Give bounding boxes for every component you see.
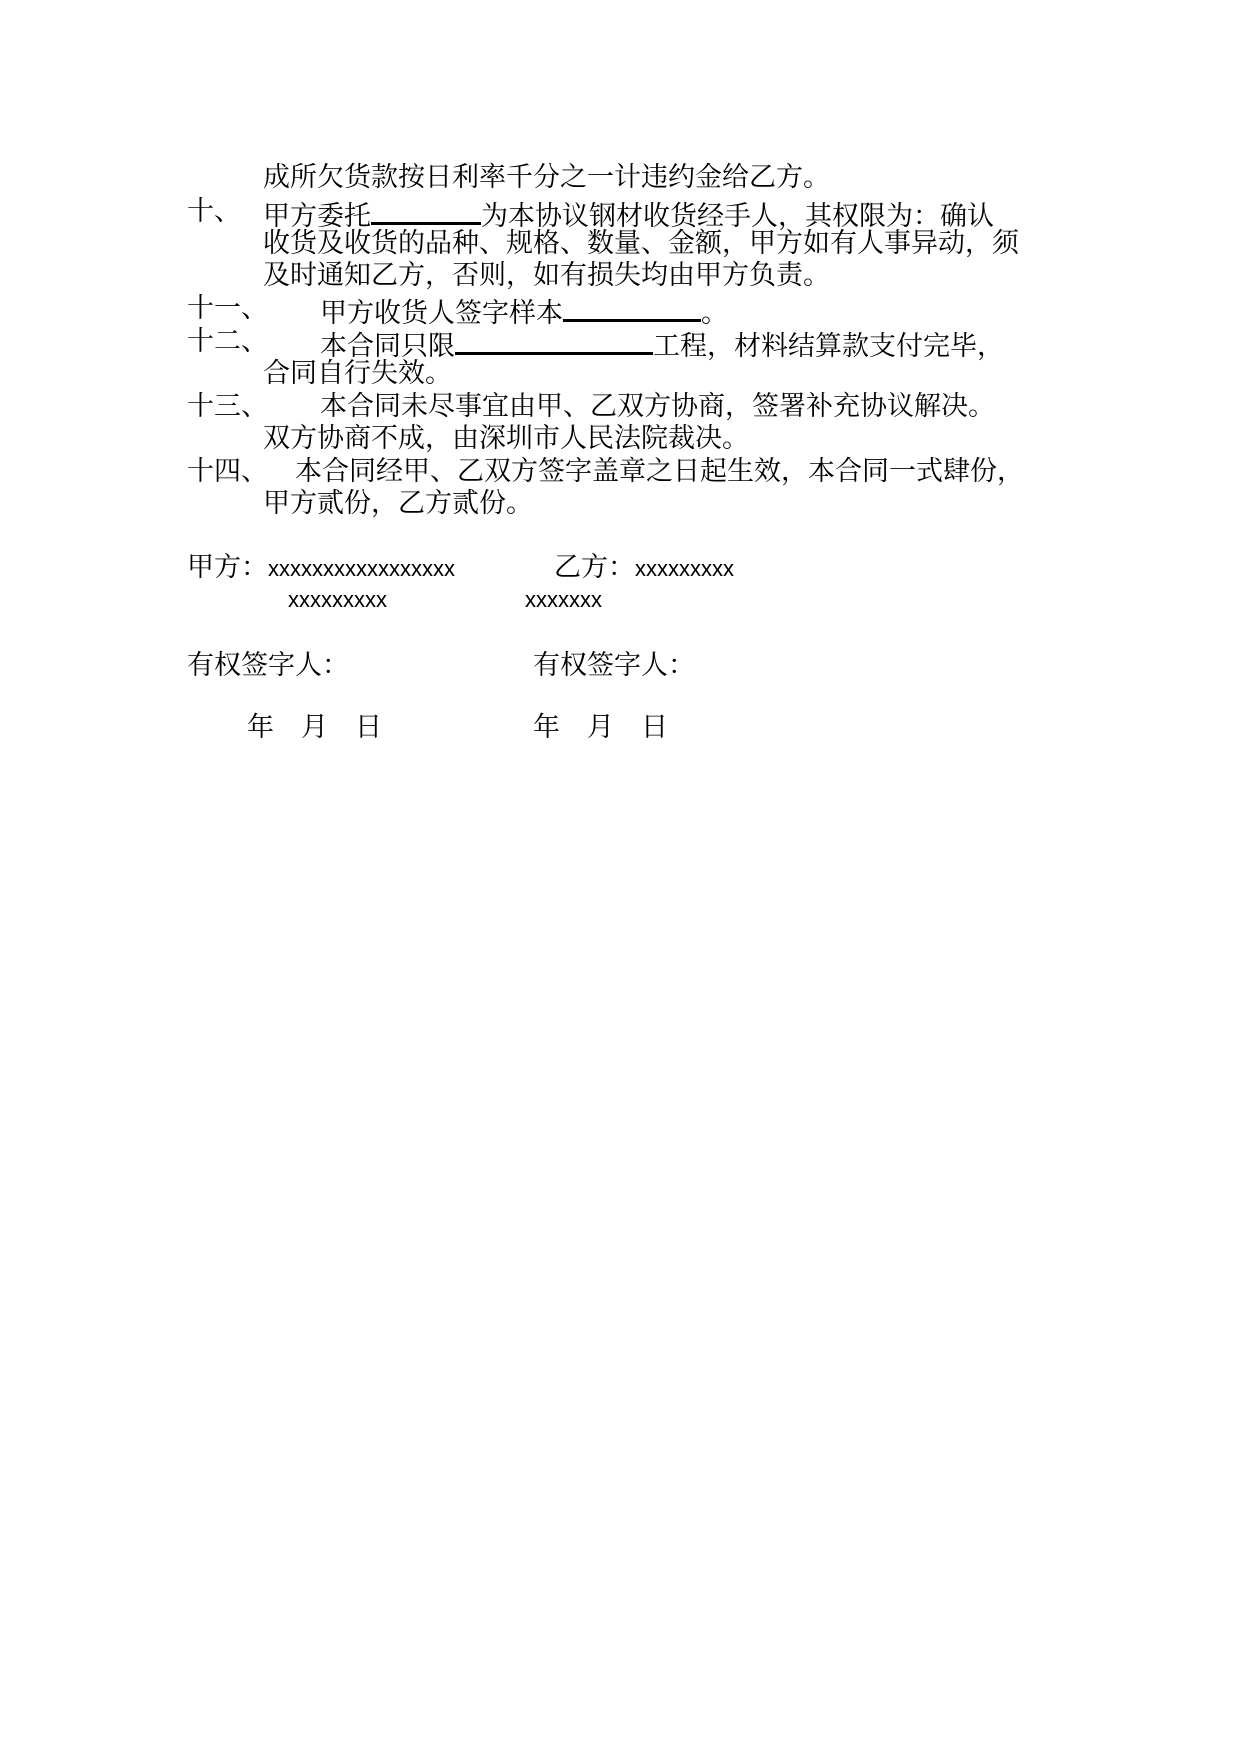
clause-12-line-2: 合同自行失效。 [263,358,452,389]
party-b-authorized-signer-label: 有权签字人： [533,650,695,681]
party-a-line-1 [187,552,455,585]
clause-13-line-2: 双方协商不成，由深圳市人民法院裁决。 [263,423,749,454]
clause-10-text-after: 为本协议钢材收货经手人，其权限为：确认 [481,201,994,232]
clause-10-handler-blank[interactable] [371,196,481,225]
clause-14-line-1: 本合同经甲、乙双方签字盖章之日起生效，本合同一式肆份， [295,456,1024,487]
clause-10-number: 十、 [187,196,241,227]
previous-clause-tail: 成所欠货款按日利率千分之一计违约金给乙方。 [263,162,830,193]
clause-11-text-after: 。 [701,298,728,329]
clause-12-number: 十二、 [187,326,268,357]
party-a-date: 年 月 日 [247,712,382,743]
clause-10-line-3: 及时通知乙方，否则，如有损失均由甲方负责。 [263,260,830,291]
party-b-line-1 [554,552,734,585]
clause-10-line-2: 收货及收货的品种、规格、数量、金额，甲方如有人事异动，须 [263,228,1019,259]
clause-11-number: 十一、 [187,293,268,324]
party-a-name-1: xxxxxxxxxxxxxxxxx [268,556,455,581]
clause-13-line-1: 本合同未尽事宜由甲、乙双方协商，签署补充协议解决。 [320,391,995,422]
clause-10-text-before: 甲方委托 [263,201,371,232]
clause-11-text-before: 甲方收货人签字样本 [320,298,563,329]
party-a-label: 甲方： [187,552,268,583]
party-b-name-2: xxxxxxx [525,587,602,612]
clause-14-number: 十四、 [187,456,268,487]
clause-13-number: 十三、 [187,391,268,422]
party-a-authorized-signer-label: 有权签字人： [187,650,349,681]
clause-12-text-after: 工程，材料结算款支付完毕， [653,331,1004,362]
party-b-date: 年 月 日 [533,712,668,743]
party-b-label: 乙方： [554,552,635,583]
party-b-name-1: xxxxxxxxx [635,556,734,581]
clause-11-signature-blank[interactable] [563,293,701,322]
clause-14-line-2: 甲方贰份，乙方贰份。 [263,488,533,519]
clause-11-line-1 [320,293,728,330]
clause-12-project-blank[interactable] [455,326,653,355]
party-a-name-2: xxxxxxxxx [288,587,387,612]
clause-12-text-before: 本合同只限 [320,331,455,362]
